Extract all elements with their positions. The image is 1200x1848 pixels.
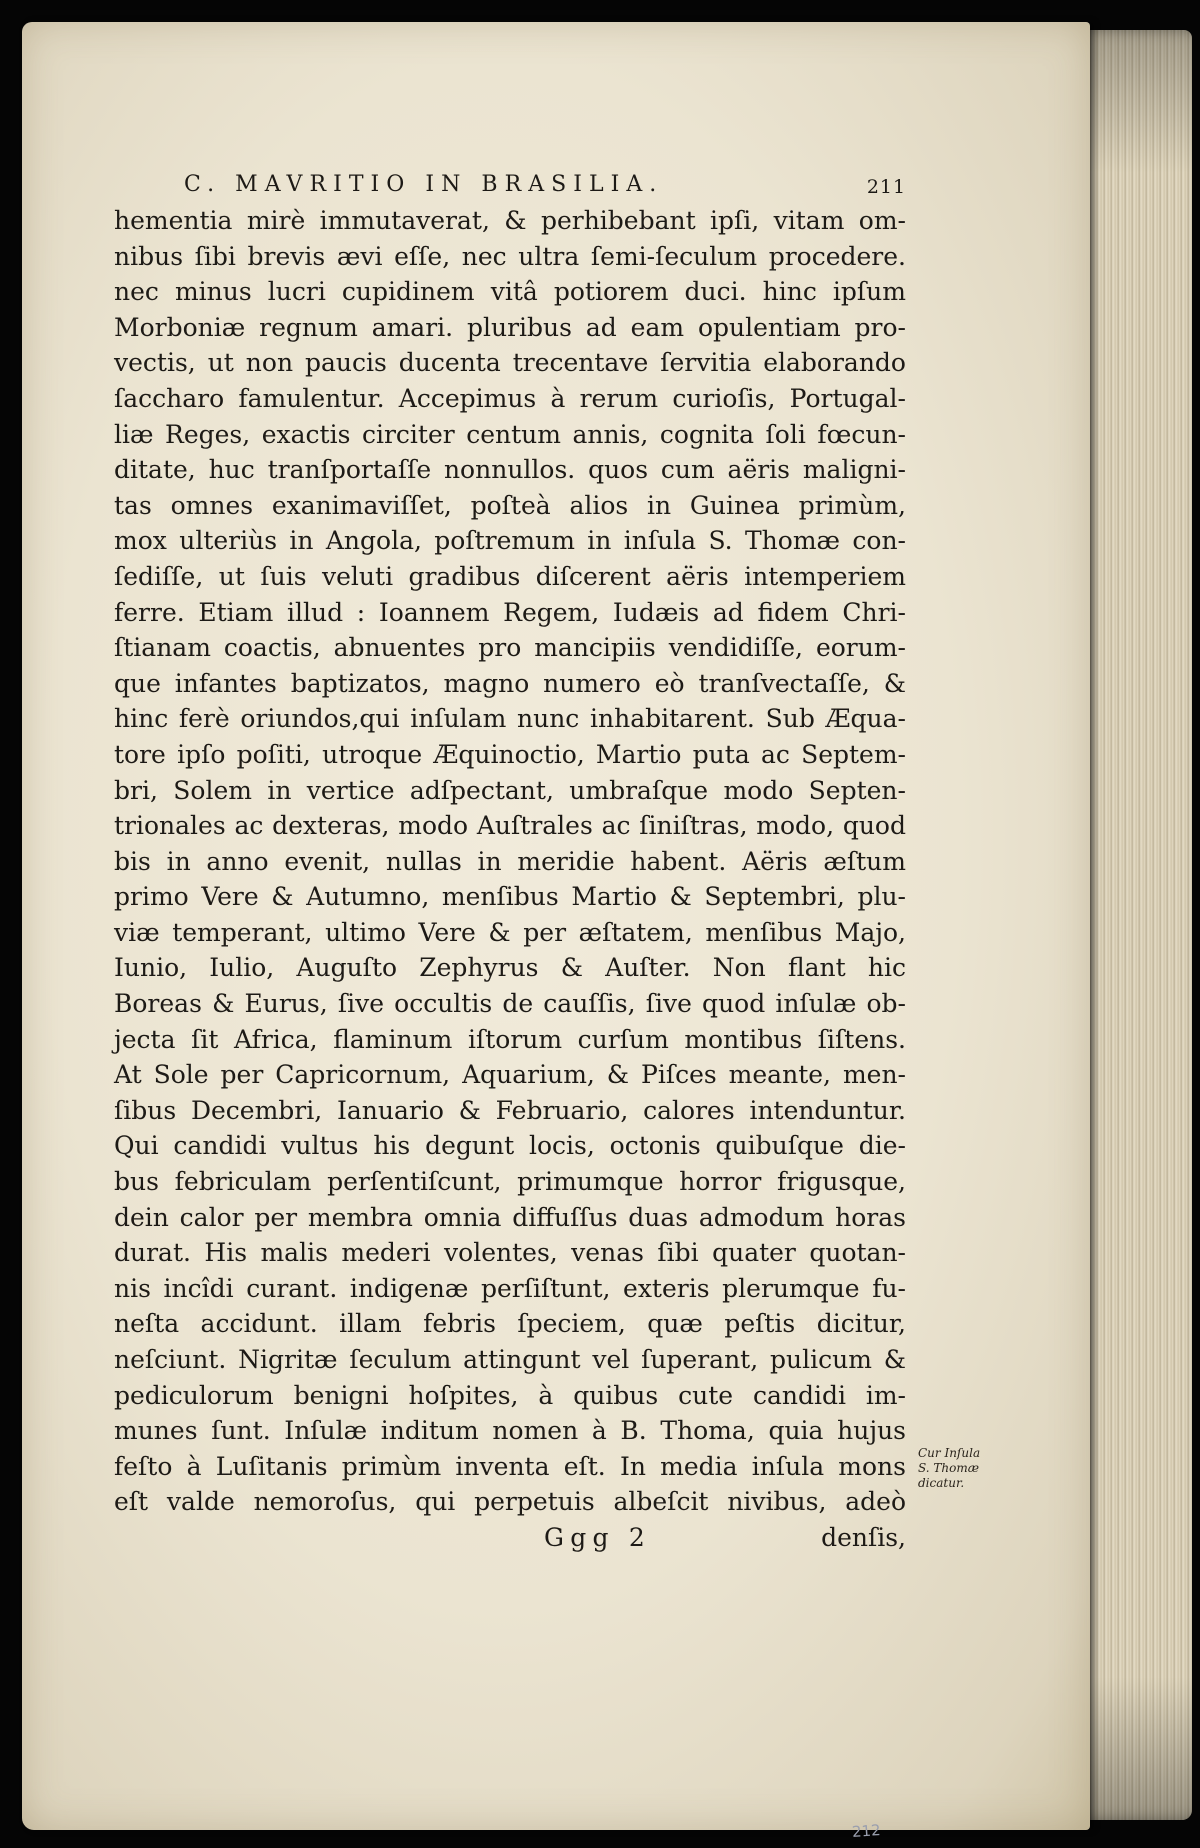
text-line: durat. His malis mederi volentes, venas ſibi quater quotan- bbox=[114, 1238, 906, 1268]
text-line: neſciunt. Nigritæ ſeculum attingunt vel ſuperant, pulicum & bbox=[114, 1345, 906, 1374]
text-line: neſta accidunt. illam febris ſpeciem, quæ peſtis dicitur, bbox=[114, 1309, 906, 1339]
text-line: ſaccharo famulentur. Accepimus à rerum curioſis, Portugal- bbox=[114, 383, 906, 413]
text-line: jecta ſit Africa, flaminum iſtorum curſum montibus ſiſtens. bbox=[114, 1024, 906, 1054]
text-line: trionales ac dexteras, modo Auſtrales ac ſiniſtras, modo, quod bbox=[114, 811, 906, 841]
text-line: bis in anno evenit, nullas in meridie habent. Aëris æſtum bbox=[114, 846, 906, 876]
pencil-folio-note: 212 bbox=[851, 1821, 882, 1841]
text-block bbox=[114, 167, 906, 1556]
text-line: Morboniæ regnum amari. pluribus ad eam opulentiam pro- bbox=[114, 312, 906, 342]
text-line: nis incîdi curant. indigenæ perſiſtunt, exteris plerumque fu- bbox=[114, 1273, 906, 1303]
text-line: ſtianam coactis, abnuentes pro mancipiis vendidiſſe, eorum- bbox=[114, 633, 906, 663]
text-line: nibus ſibi brevis ævi eſſe, nec ultra ſemi-ſeculum procedere. bbox=[114, 241, 906, 271]
text-line: ditate, huc tranſportaſſe nonnullos. quos cum aëris maligni- bbox=[114, 455, 906, 485]
text-line: dein calor per membra omnia diffuſſus duas admodum horas bbox=[114, 1202, 906, 1232]
marginal-note-line: S. Thomæ bbox=[918, 1461, 980, 1475]
text-line: Boreas & Eurus, ſive occultis de cauſſis, ſive quod inſulæ ob- bbox=[114, 989, 906, 1019]
text-line: tas omnes exanimaviſſet, poſteà alios in Guinea primùm, bbox=[114, 490, 906, 520]
text-line: hementia mirè immutaverat, & perhibebant ipſi, vitam om- bbox=[114, 206, 906, 235]
text-line: At Sole per Capricornum, Aquarium, & Piſces meante, men- bbox=[114, 1060, 906, 1090]
text-line: que infantes baptizatos, magno numero eò tranſvectaſſe, & bbox=[114, 668, 906, 698]
marginal-note-line: Cur Inſula bbox=[918, 1446, 981, 1460]
fore-edge-shadow bbox=[1080, 30, 1192, 1820]
text-line: munes ſunt. Inſulæ inditum nomen à B. Thoma, quia hujus bbox=[114, 1416, 906, 1446]
text-line: feſto à Luſitanis primùm inventa eſt. In media inſula mons bbox=[114, 1451, 906, 1481]
text-line: ſediſſe, ut ſuis veluti gradibus diſcerent aëris intemperiem bbox=[114, 561, 906, 591]
text-line: ferre. Etiam illud : Ioannem Regem, Iudæis ad fidem Chri- bbox=[114, 597, 906, 627]
text-line: viæ temperant, ultimo Vere & per æſtatem, menſibus Majo, bbox=[114, 917, 906, 947]
page-footer-line bbox=[114, 1520, 906, 1556]
text-line: Iunio, Iulio, Auguſto Zephyrus & Auſter. Non flant hic bbox=[114, 953, 906, 983]
running-head bbox=[114, 167, 906, 203]
text-line: tore ipſo poſiti, utroque Æquinoctio, Martio puta ac Septem- bbox=[114, 739, 906, 769]
text-line: hinc ferè oriundos,qui inſulam nunc inhabitarent. Sub Æqua- bbox=[114, 704, 906, 734]
text-line: liæ Reges, exactis circiter centum annis, cognita ſoli fœcun- bbox=[114, 419, 906, 449]
page-leaf bbox=[22, 22, 1090, 1841]
text-line: pediculorum benigni hoſpites, à quibus cute candidi im- bbox=[114, 1380, 906, 1410]
text-line: ſibus Decembri, Ianuario & Februario, calores intenduntur. bbox=[114, 1095, 906, 1125]
text-line: mox ulteriùs in Angola, poſtremum in inſula S. Thomæ con- bbox=[114, 526, 906, 556]
text-line: Qui candidi vultus his degunt locis, octonis quibuſque die- bbox=[114, 1131, 906, 1161]
text-line: nec minus lucri cupidinem vitâ potiorem duci. hinc ipſum bbox=[114, 277, 906, 307]
marginal-note bbox=[918, 1446, 988, 1491]
body-text bbox=[114, 203, 906, 1520]
signature-mark: Ggg 2 bbox=[544, 1522, 652, 1552]
text-line: eſt valde nemoroſus, qui perpetuis albeſcit nivibus, adeò bbox=[114, 1487, 906, 1517]
catchword: denſis, bbox=[821, 1522, 906, 1552]
text-line: vectis, ut non paucis ducenta trecentave ſervitia elaborando bbox=[114, 348, 906, 378]
text-line: bri, Solem in vertice adſpectant, umbraſque modo Septen- bbox=[114, 775, 906, 805]
text-line: primo Vere & Autumno, menſibus Martio & Septembri, plu- bbox=[114, 882, 906, 912]
text-line: bus febriculam perſentiſcunt, primumque horror frigusque, bbox=[114, 1167, 906, 1197]
marginal-note-line: dicatur. bbox=[918, 1476, 965, 1490]
page-number: 211 bbox=[866, 176, 906, 198]
running-title: C. MAVRITIO IN BRASILIA. bbox=[184, 172, 664, 197]
